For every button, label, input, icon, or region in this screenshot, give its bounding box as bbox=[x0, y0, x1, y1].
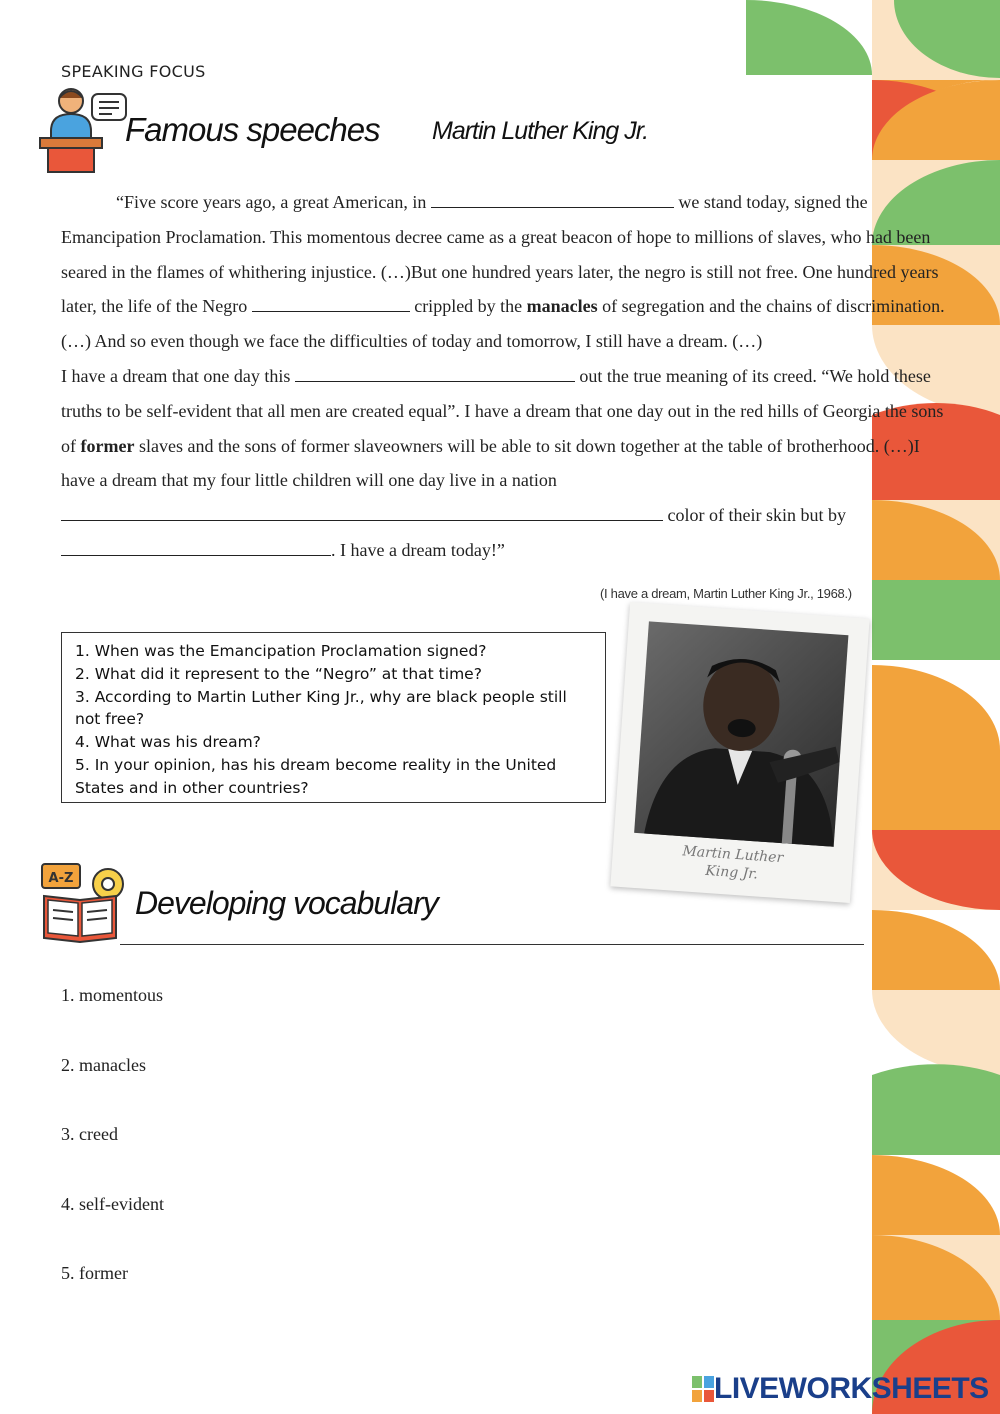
blank-3[interactable] bbox=[295, 367, 575, 382]
signature: Martin Luther King Jr. bbox=[681, 843, 784, 883]
speaker-name: Martin Luther King Jr. bbox=[432, 117, 649, 145]
question-item: 5. In your opinion, has his dream become reality in the United States and in other countries? bbox=[75, 755, 557, 797]
blank-2[interactable] bbox=[252, 297, 410, 312]
citation: (I have a dream, Martin Luther King Jr., 1968.) bbox=[600, 586, 852, 601]
vocab-item: 5. former bbox=[61, 1263, 128, 1283]
logo-text: LIVEWORKSHEETS bbox=[714, 1372, 989, 1405]
liveworksheets-logo[interactable] bbox=[692, 1373, 989, 1405]
vocab-item: 1. momentous bbox=[61, 985, 163, 1005]
question-item: 2. What did it represent to the “Negro” at that time? bbox=[75, 664, 482, 683]
vocab-item: 4. self-evident bbox=[61, 1194, 164, 1214]
vocabulary-title: Developing vocabulary bbox=[135, 885, 438, 921]
speaker-at-podium-icon bbox=[36, 86, 130, 174]
polaroid-photo bbox=[610, 602, 869, 903]
liveworksheets-logo-icon bbox=[692, 1376, 714, 1402]
vocab-item: 2. manacles bbox=[61, 1055, 146, 1075]
mlk-portrait-image bbox=[613, 602, 869, 858]
bold-word-former: former bbox=[80, 435, 135, 456]
speech-passage bbox=[61, 185, 946, 568]
passage-paragraph-2: I have a dream that one day this out the true meaning of its creed. “We hold these truths to be self-evident that all men are created equal”. I have a dream that one day out in the red hills of Georgia the sons of former slaves and the sons of former slaveowners will be able to sit down together at the table of brotherhood. (…)I have a dream that my four little children will one day live in a nation color of their skin but by . I have a dream today!” bbox=[61, 365, 944, 560]
blank-5[interactable] bbox=[61, 541, 331, 556]
question-item: 1. When was the Emancipation Proclamation signed? bbox=[75, 642, 487, 660]
svg-text:A-Z: A-Z bbox=[48, 871, 74, 886]
questions-box bbox=[61, 632, 606, 803]
a-z-book-gear-icon bbox=[40, 862, 128, 944]
vocab-item: 3. creed bbox=[61, 1124, 118, 1144]
bold-word-manacles: manacles bbox=[526, 296, 598, 317]
blank-4[interactable] bbox=[61, 506, 663, 521]
passage-paragraph-1: “Five score years ago, a great American, in we stand today, signed the Emancipation Proclamation. This momentous decree came as a great beacon of hope to millions of slaves, who had been seared in the flames of whithering injustice. (…)But one hundred years later, the negro is still not free. One hundred years later, the life of the Negro crippled by the manacles of segregation and the chains of discrimination. (…) And so even though we face the difficulties of today and tomorrow, I still have a dream. (…) bbox=[61, 192, 945, 352]
section-label: SPEAKING FOCUS bbox=[61, 62, 206, 81]
blank-1[interactable] bbox=[431, 193, 674, 208]
question-item: 4. What was his dream? bbox=[75, 733, 261, 752]
question-item: 3. According to Martin Luther King Jr., why are black people still not free? bbox=[75, 687, 567, 729]
page-title: Famous speeches bbox=[125, 111, 380, 148]
title-underline bbox=[120, 944, 864, 945]
